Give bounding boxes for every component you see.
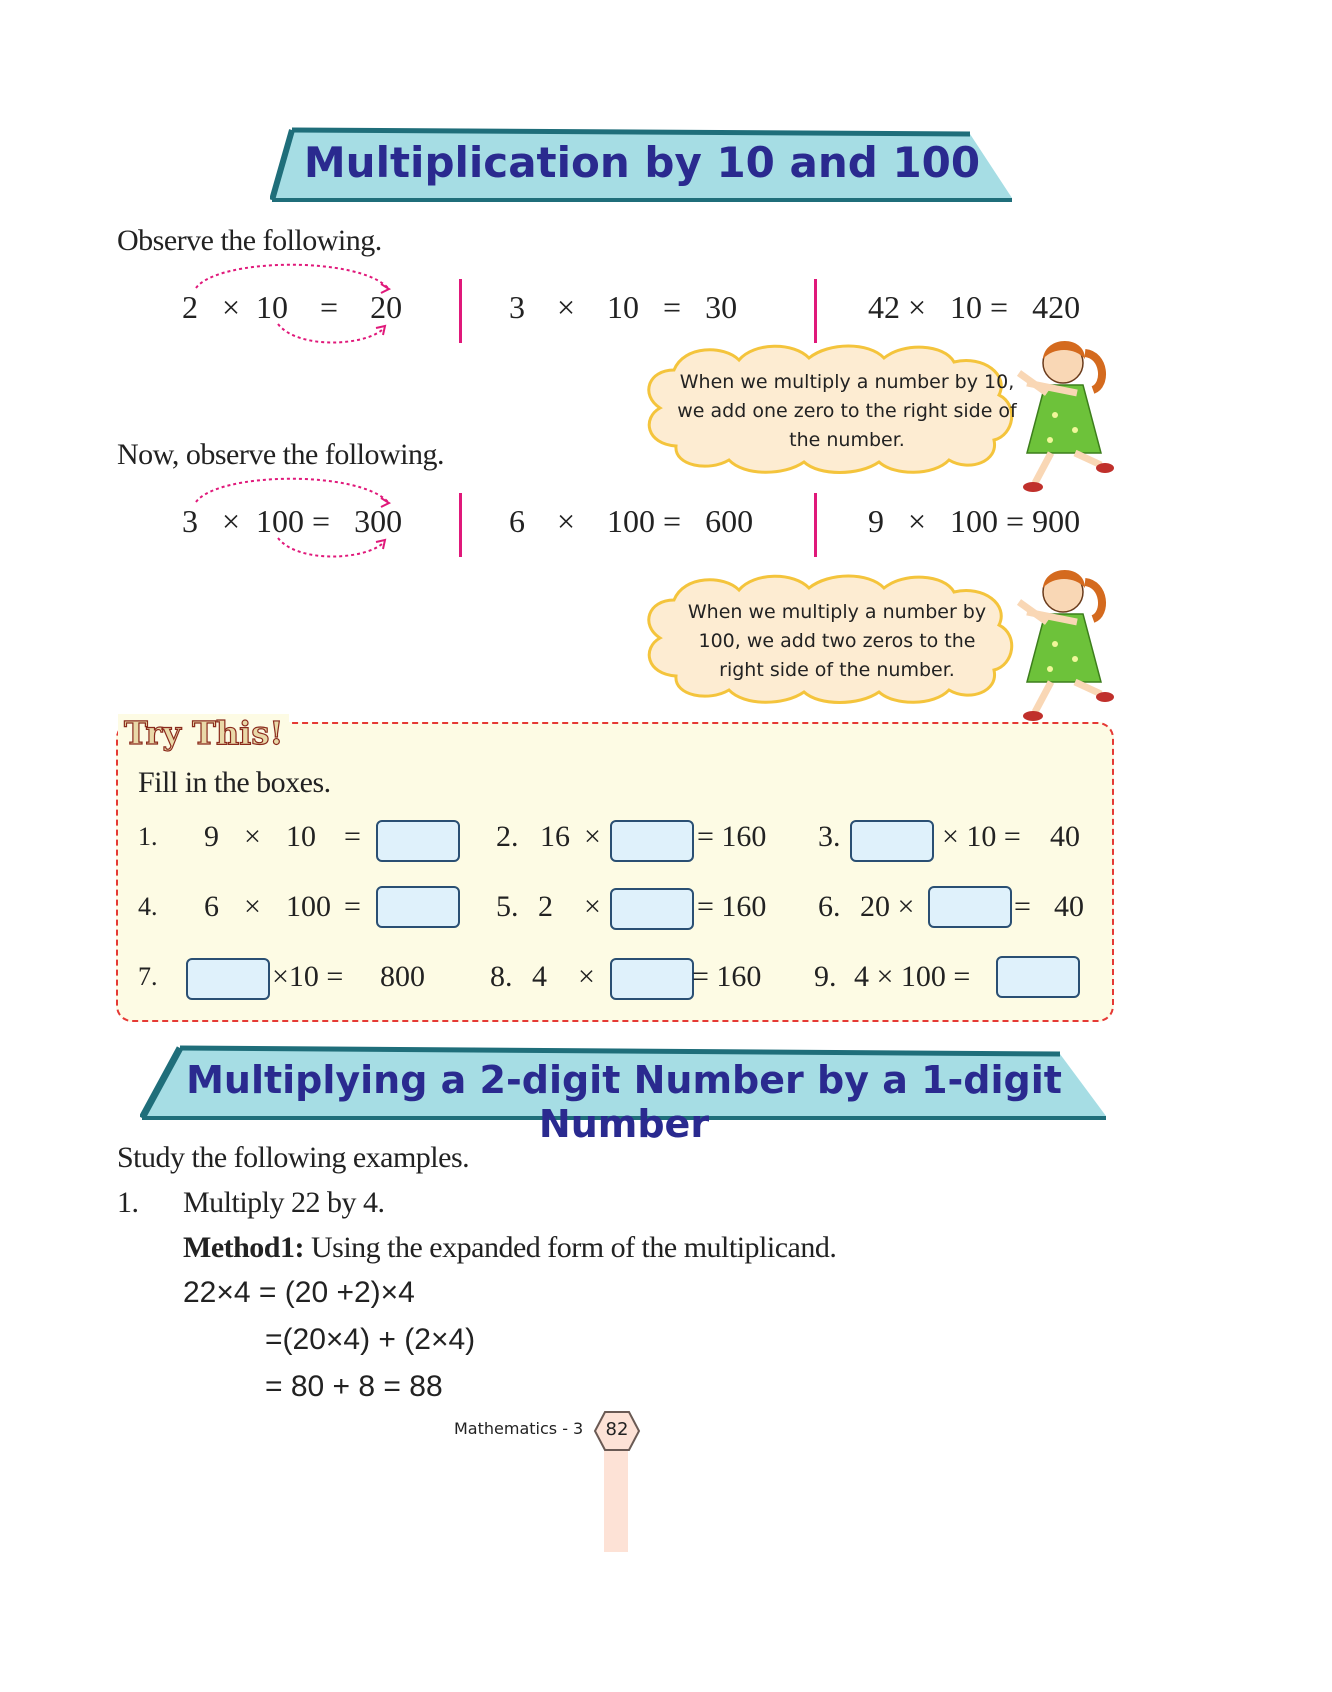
answer-box-5[interactable] [610, 888, 694, 930]
answer-box-3[interactable] [850, 820, 934, 862]
equation-1b: 3 × 10 = 30 [509, 289, 738, 325]
tip-text-1: When we multiply a number by 10, we add one zero to the right side of the number. [677, 371, 1017, 451]
item-number: 9. [814, 960, 837, 993]
section-title: Multiplication by 10 and 100 [303, 138, 981, 187]
item-text: × [244, 820, 261, 853]
item-number: 6. [818, 890, 841, 923]
girl-illustration [1005, 564, 1115, 724]
method-line [183, 1231, 836, 1265]
page-number: 82 [605, 1419, 629, 1440]
answer-box-8[interactable] [610, 958, 694, 1000]
item-text: × 10 = [942, 820, 1021, 853]
answer-box-7[interactable] [186, 958, 270, 1000]
item-text: 10 [286, 820, 316, 853]
equation-1a: 2 × 10 = 20 [182, 289, 403, 325]
item-text: = 160 [697, 820, 767, 853]
method-label: Method1: [183, 1231, 304, 1264]
item-number: 7. [138, 962, 158, 991]
footer-book-title: Mathematics - 3 [454, 1419, 584, 1438]
girl-illustration [1005, 335, 1115, 495]
section-banner-2 [140, 1044, 1108, 1146]
item-number: 4. [138, 892, 158, 921]
item-number: 1. [138, 822, 158, 851]
calc-line-3: = 80 + 8 = 88 [265, 1370, 443, 1403]
section-title: Multiplying a 2-digit Number by a 1-digit Number [186, 1058, 1062, 1146]
example-number: 1. [117, 1186, 139, 1219]
item-text: × [584, 890, 601, 923]
tip-text-2: When we multiply a number by 100, we add two zeros to the right side of the number. [687, 601, 987, 681]
example-text: Multiply 22 by 4. [183, 1186, 385, 1219]
divider [459, 493, 462, 557]
calc-line-1: 22×4 = (20 +2)×4 [183, 1276, 415, 1309]
item-text: × [578, 960, 595, 993]
divider [814, 493, 817, 557]
item-text: 16 [540, 820, 570, 853]
item-text: 40 [1054, 890, 1084, 923]
answer-box-4[interactable] [376, 886, 460, 928]
item-text: 2 [538, 890, 553, 923]
calc-line-2: =(20×4) + (2×4) [265, 1323, 476, 1356]
item-text: 4 [532, 960, 547, 993]
divider [814, 279, 817, 343]
item-text: 9 [204, 820, 219, 853]
item-text: 40 [1050, 820, 1080, 853]
item-text: 800 [380, 960, 425, 993]
item-text: = [344, 820, 361, 853]
equation-2c: 9 × 100 = 900 [868, 503, 1081, 539]
item-number: 2. [496, 820, 519, 853]
answer-box-1[interactable] [376, 820, 460, 862]
fill-instruction: Fill in the boxes. [138, 766, 331, 799]
item-number: 5. [496, 890, 519, 923]
try-this-badge: Try This! [118, 714, 289, 752]
item-text: 100 [286, 890, 331, 923]
item-text: × [584, 820, 601, 853]
now-observe-label: Now, observe the following. [117, 438, 444, 471]
item-text: 6 [204, 890, 219, 923]
item-text: 20 × [860, 890, 915, 923]
item-text: 4 × 100 = [854, 960, 971, 993]
item-text: ×10 = [272, 960, 344, 993]
study-label: Study the following examples. [117, 1141, 470, 1174]
answer-box-9[interactable] [996, 956, 1080, 998]
equation-2a: 3 × 100 = 300 [182, 503, 403, 539]
item-text: × [244, 890, 261, 923]
equation-2b: 6 × 100 = 600 [509, 503, 754, 539]
equation-1c: 42 × 10 = 420 [868, 289, 1081, 325]
item-text: = [1014, 890, 1031, 923]
item-number: 8. [490, 960, 513, 993]
answer-box-2[interactable] [610, 820, 694, 862]
item-text: = [344, 890, 361, 923]
answer-box-6[interactable] [928, 886, 1012, 928]
footer-tab [604, 1448, 628, 1552]
item-number: 3. [818, 820, 841, 853]
divider [459, 279, 462, 343]
item-text: = 160 [692, 960, 762, 993]
method-text: Using the expanded form of the multiplicand. [310, 1231, 837, 1264]
item-text: = 160 [697, 890, 767, 923]
observe-label: Observe the following. [117, 224, 382, 257]
section-banner-1 [270, 126, 1014, 206]
